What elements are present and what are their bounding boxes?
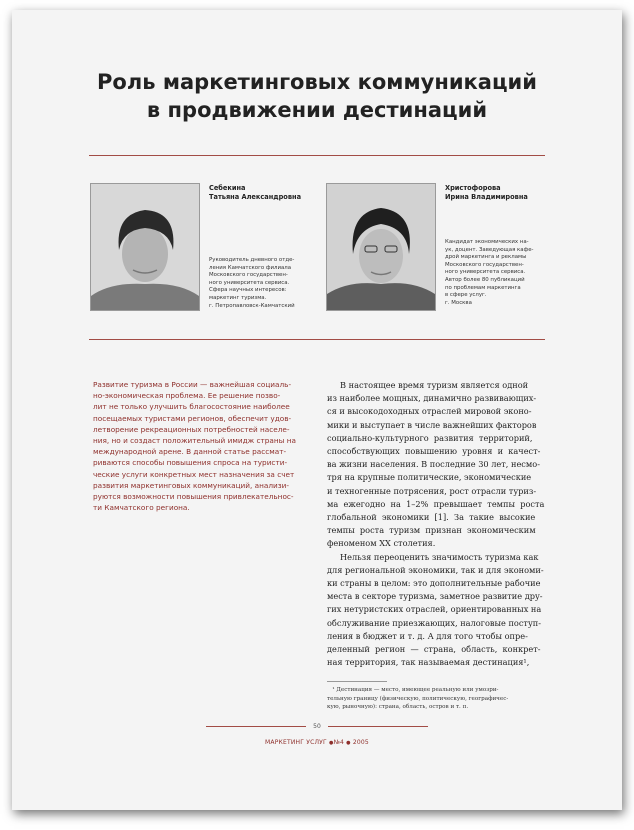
author-given-names: Ирина Владимировна xyxy=(445,193,528,201)
body-line: ся и высокодоходных отраслей мировой эконо- xyxy=(327,406,532,417)
body-line: В настоящее время туризм является одной xyxy=(327,380,529,390)
lead-line: риваются способы повышения спроса на туристи- xyxy=(93,458,288,468)
footer-rule-right xyxy=(328,726,428,727)
bio-line: Автор более 80 публикаций xyxy=(445,276,525,283)
body-line: и техногенные потрясения, рост отрасли туриз- xyxy=(327,485,537,496)
body-line: обслуживание приезжающих, налоговые поступ- xyxy=(327,617,542,628)
article-body xyxy=(327,379,547,669)
footnote-line: тельную границу (физическую, политическую, географичес- xyxy=(327,695,509,702)
body-line: деленный регион — страна, область, конкрет- xyxy=(327,644,541,655)
issue-number: №4 xyxy=(333,739,345,746)
body-line: Нельзя переоценить значимость туризма как xyxy=(327,551,539,562)
author-given-names: Татьяна Александровна xyxy=(209,193,302,201)
bio-line: в сфере услуг. xyxy=(445,292,487,299)
bio-line: по проблемам маркетинга xyxy=(445,284,521,291)
bio-line: Московского государствен- xyxy=(445,261,524,268)
bio-line: Руководитель дневного отде- xyxy=(209,257,295,263)
author-surname: Себекина xyxy=(209,184,246,192)
bio-line: маркетинг туризма. xyxy=(209,294,267,301)
portrait-image xyxy=(327,184,435,310)
lead-line: руются возможности повышения привлекательнос- xyxy=(93,492,294,502)
author-name-khristoforova xyxy=(445,184,528,202)
bio-line: ук, доцент. Заведующая кафе- xyxy=(445,246,534,253)
author-photo-khristoforova xyxy=(326,183,436,311)
author-bio-khristoforova xyxy=(445,239,533,307)
issue-year: 2005 xyxy=(352,739,369,746)
body-line: ва жизни населения. В последние 30 лет, несмо- xyxy=(327,459,540,470)
bullet-icon: ● xyxy=(329,740,334,746)
lead-line: ния, но и создаст положительный имидж страны на xyxy=(93,436,296,446)
page-number: 50 xyxy=(313,723,321,730)
article-title xyxy=(0,68,634,124)
body-line: феноменом XX столетия. xyxy=(327,538,436,549)
footnote-line: кую, рыночную): страна, область, остров и т. п. xyxy=(327,704,469,711)
lead-line: летворение рекреационных потребностей населе- xyxy=(93,424,290,434)
footnote-divider xyxy=(327,681,387,682)
author-surname: Христофорова xyxy=(445,184,501,192)
title-line: в продвижении дестинаций xyxy=(146,98,488,122)
journal-name: МАРКЕТИНГ УСЛУГ xyxy=(265,739,327,746)
lead-line: развития маркетинговых коммуникаций, анализи- xyxy=(93,480,290,490)
bio-line: Сфера научных интересов: xyxy=(209,287,287,294)
author-bio-sebekina xyxy=(209,257,295,310)
author-name-sebekina xyxy=(209,184,301,202)
journal-footer xyxy=(0,739,634,746)
footnote xyxy=(327,686,547,712)
title-line: Роль маркетинговых коммуникаций xyxy=(97,70,537,94)
body-line: глобальной экономики [1]. За такие высокие xyxy=(327,512,536,523)
body-line: ма ежегодно на 1–2% превышает темпы роста xyxy=(327,498,545,509)
lead-line: международной арене. В данной статье рассмат- xyxy=(93,447,287,457)
body-line: темпы роста туризм признан экономическим xyxy=(327,525,536,536)
bio-line: г. Петропавловск-Камчатский xyxy=(209,302,295,309)
article-lead xyxy=(93,379,315,513)
body-line: для региональной экономики, так и для экономи- xyxy=(327,564,544,575)
footnote-line: ¹ Дестинация — место, имеющее реальную или умозри- xyxy=(327,687,499,693)
bio-line: ления Камчатского филиала xyxy=(209,264,292,271)
lead-line: лит не только улучшить благосостояние наиболее xyxy=(93,402,290,412)
bio-line: г. Москва xyxy=(445,299,472,306)
body-line: мики и выступает в числе важнейших факторов xyxy=(327,419,537,430)
portrait-image xyxy=(91,184,199,310)
body-line: ная территория, так называемая дестинация¹, xyxy=(327,657,530,668)
body-line: ления в бюджет и т. д. А для того чтобы опре- xyxy=(327,630,528,641)
body-line: гих нетуристских отраслей, ориентированных на xyxy=(327,604,542,615)
bullet-icon: ● xyxy=(346,740,351,746)
body-line: ки страны в целом: это дополнительные рабочие xyxy=(327,578,541,589)
bio-line: Кандидат экономических на- xyxy=(445,239,529,245)
middle-divider xyxy=(89,339,545,340)
bio-line: ного университета сервиса. xyxy=(445,269,526,276)
body-line: места в секторе туризма, заметное развитие дру- xyxy=(327,591,543,602)
lead-line: ческие услуги конкретных мест назначения за счет xyxy=(93,469,295,479)
bio-line: Московского государствен- xyxy=(209,272,288,279)
lead-line: ти Камчатского региона. xyxy=(93,503,190,513)
body-line: тря на крупные политические, экономические xyxy=(327,472,532,483)
lead-line: посещаемых туристами регионов, обеспечит удов- xyxy=(93,413,292,423)
body-line: из наиболее мощных, динамично развивающих- xyxy=(327,393,537,404)
author-photo-sebekina xyxy=(90,183,200,311)
bio-line: дрой маркетинга и рекламы xyxy=(445,254,527,261)
bio-line: ного университета сервиса. xyxy=(209,279,290,286)
top-divider xyxy=(89,155,545,156)
lead-line: но-экономическая проблема. Ее решение позво- xyxy=(93,391,281,401)
lead-line: Развитие туризма в России — важнейшая социаль- xyxy=(93,380,292,389)
body-line: способствующих повышению уровня и качест- xyxy=(327,446,541,457)
body-line: социально-культурного развития территорий, xyxy=(327,432,533,443)
